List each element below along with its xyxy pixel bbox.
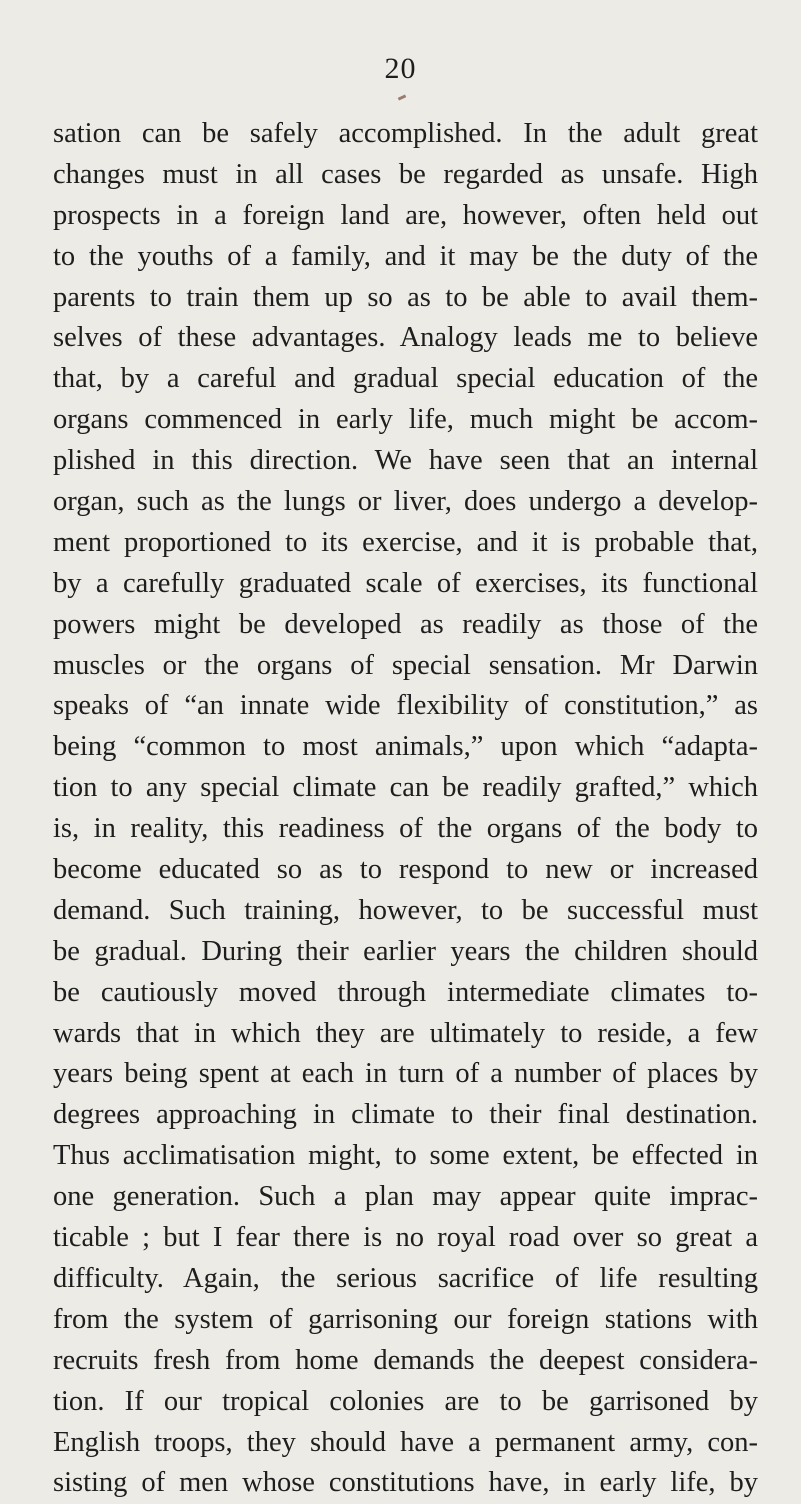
text-line: being “common to most animals,” upon which “adapta- [53, 731, 758, 763]
text-line: is, in reality, this readiness of the organs of the body to [53, 813, 758, 845]
text-line: plished in this direction. We have seen that an internal [53, 445, 758, 477]
text-line: tion. If our tropical colonies are to be garrisoned by [53, 1385, 758, 1417]
text-line: organ, such as the lungs or liver, does undergo a develop- [53, 486, 758, 518]
text-line: muscles or the organs of special sensation. Mr Darwin [53, 649, 758, 681]
text-line: by a carefully graduated scale of exercises, its functional [53, 567, 758, 599]
page-number: 20 [384, 52, 417, 85]
text-line: organs commenced in early life, much might be accom- [53, 404, 758, 436]
text-line: ticable ; but I fear there is no royal road over so great a [53, 1222, 758, 1254]
text-line: English troops, they should have a permanent army, con- [53, 1426, 758, 1458]
text-line: parents to train them up so as to be able to avail them- [53, 281, 758, 313]
text-line: demand. Such training, however, to be successful must [53, 894, 758, 926]
text-line: powers might be developed as readily as those of the [53, 608, 758, 640]
text-line: become educated so as to respond to new or increased [53, 854, 758, 886]
text-line: tion to any special climate can be readily grafted,” which [53, 772, 758, 804]
ink-mark [398, 94, 407, 100]
text-line: recruits fresh from home demands the deepest considera- [53, 1344, 758, 1376]
text-line: wards that in which they are ultimately to reside, a few [53, 1017, 758, 1049]
text-line: speaks of “an innate wide flexibility of constitution,” as [53, 690, 758, 722]
text-line: to the youths of a family, and it may be the duty of the [53, 240, 758, 272]
text-line: sation can be safely accomplished. In the adult great [53, 118, 758, 149]
text-line: that, by a careful and gradual special education of the [53, 363, 758, 395]
text-line: be cautiously moved through intermediate climates to- [53, 976, 758, 1008]
text-line: from the system of garrisoning our foreign stations with [53, 1303, 758, 1335]
text-line: degrees approaching in climate to their final destination. [53, 1099, 758, 1131]
body-text [53, 114, 758, 1504]
text-line: years being spent at each in turn of a number of places by [53, 1058, 758, 1090]
text-line: difficulty. Again, the serious sacrifice of life resulting [53, 1262, 758, 1294]
text-line: selves of these advantages. Analogy leads me to believe [53, 322, 758, 354]
text-line: changes must in all cases be regarded as unsafe. High [53, 158, 758, 190]
text-line: prospects in a foreign land are, however, often held out [53, 199, 758, 231]
text-line: ment proportioned to its exercise, and it is probable that, [53, 526, 758, 558]
text-line: sisting of men whose constitutions have, in early life, by [53, 1467, 758, 1499]
text-line: one generation. Such a plan may appear quite imprac- [53, 1181, 758, 1213]
text-line: Thus acclimatisation might, to some extent, be effected in [53, 1140, 758, 1172]
text-line: be gradual. During their earlier years the children should [53, 935, 758, 967]
